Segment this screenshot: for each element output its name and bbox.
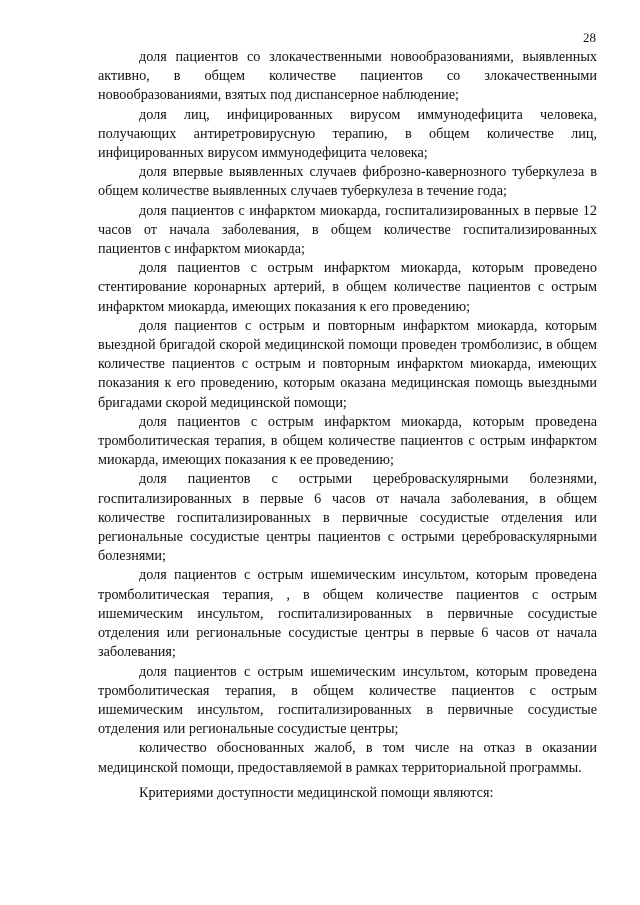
criterion-paragraph: доля пациентов с острым инфарктом миокарда, которым проведена тромболитическая терапия, в общем количестве пациентов с острым инфарктом миокарда, имеющих показания к ее проведению; [98,413,597,469]
criterion-paragraph: доля пациентов с острыми цереброваскулярными болезнями, госпитализированных в первые 6 часов от начала заболевания, в общем количестве госпитализированных в первичные сосудистые отделения или региональные сосудистые центры пациентов с острыми цереброваскулярными болезнями; [98,471,597,565]
criterion-paragraph: количество обоснованных жалоб, в том числе на отказ в оказании медицинской помощи, предоставляемой в рамках территориальной программы. [98,740,597,776]
criterion-paragraph: доля пациентов с острым ишемическим инсультом, которым проведена тромболитическая терапия, в общем количестве пациентов с острым ишемическим инсультом, госпитализированных в первичные сосудистые отделения или региональные сосудистые центры; [98,663,597,738]
criterion-paragraph: доля пациентов со злокачественными новообразованиями, выявленных активно, в общем количестве пациентов со злокачественными новообразованиями, взятых под диспансерное наблюдение; [98,49,597,104]
section-intro-paragraph: Критериями доступности медицинской помощи являются: [139,784,494,801]
document-body [98,48,597,803]
criterion-paragraph: доля впервые выявленных случаев фиброзно-кавернозного туберкулеза в общем количестве выявленных случаев туберкулеза в течение года; [98,164,597,200]
criterion-paragraph: доля пациентов с острым и повторным инфарктом миокарда, которым выездной бригадой скорой медицинской помощи проведен тромболизис, в общем количестве пациентов с острым и повторным инфарктом миокарда, имеющих показания к его проведению, которым оказана медицинская помощь выездными бригадами скорой медицинской помощи; [98,317,597,411]
criterion-paragraph: доля лиц, инфицированных вирусом иммунодефицита человека, получающих антиретровирусную терапию, в общем количестве лиц, инфицированных вирусом иммунодефицита человека; [98,106,597,162]
page-number: 28 [583,30,596,45]
criterion-paragraph: доля пациентов с инфарктом миокарда, госпитализированных в первые 12 часов от начала заболевания, в общем количестве госпитализированных пациентов с инфарктом миокарда; [98,202,597,258]
criterion-paragraph: доля пациентов с острым инфарктом миокарда, которым проведено стентирование коронарных артерий, в общем количестве пациентов с острым инфарктом миокарда, имеющих показания к его проведению; [98,260,597,315]
criterion-paragraph: доля пациентов с острым ишемическим инсультом, которым проведена тромболитическая терапия, , в общем количестве пациентов с острым ишемическим инсультом, госпитализированных в первичные сосудистые отделения или региональные сосудистые центры в первые 6 часов от начала заболевания; [98,567,597,661]
